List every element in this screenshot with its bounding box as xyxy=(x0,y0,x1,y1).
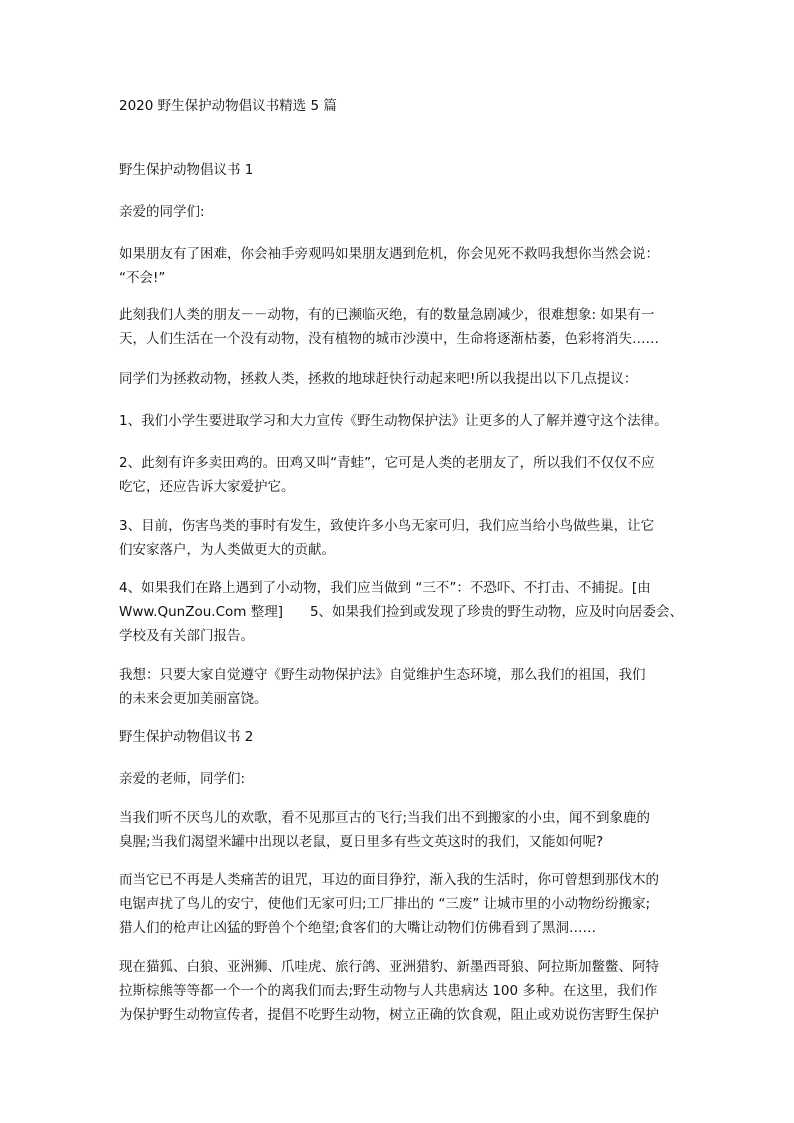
section1-paragraph-line: “不会!” xyxy=(119,270,166,286)
section1-heading: 野生保护动物倡议书 1 xyxy=(119,162,254,178)
section1-paragraph-line: Www.QunZou.Com 整理] 5、如果我们捡到或发现了珍贵的野生动物，应及时向居委会、 xyxy=(119,604,684,620)
section1-paragraph-line: 此刻我们人类的朋友－－动物，有的已濒临灭绝，有的数量急剧减少，很难想象: 如果有一 xyxy=(119,307,655,323)
section1-paragraph-line: 学校及有关部门报告。 xyxy=(119,628,254,644)
section1-paragraph-line: 同学们为拯救动物，拯救人类，拯救的地球赶快行动起来吧!所以我提出以下几点提议： xyxy=(119,371,638,387)
section1-paragraph-line: 1、我们小学生要进取学习和大力宣传《野生动物保护法》让更多的人了解并遵守这个法律。 xyxy=(119,413,668,429)
section1-paragraph-line: 如果朋友有了困难，你会袖手旁观吗如果朋友遇到危机，你会见死不救吗我想你当然会说： xyxy=(119,246,659,262)
section2-heading: 野生保护动物倡议书 2 xyxy=(119,729,254,745)
section1-paragraph-line: 4、如果我们在路上遇到了小动物，我们应当做到 “三不”：不恐吓、不打击、不捕捉。[由 xyxy=(119,580,651,596)
section1-paragraph-line: 我想：只要大家自觉遵守《野生动物保护法》自觉维护生态环境，那么我们的祖国，我们 xyxy=(119,667,646,683)
section2-paragraph-line: 猎人们的枪声让凶猛的野兽个个绝望;食客们的大嘴让动物们仿佛看到了黑洞…… xyxy=(119,920,597,936)
section1-salutation: 亲爱的同学们: xyxy=(119,204,205,220)
section1-paragraph-line: 2、此刻有许多卖田鸡的。田鸡又叫“青蛙”，它可是人类的老朋友了，所以我们不仅仅不应 xyxy=(119,455,655,471)
section2-paragraph-line: 拉斯棕熊等等都一个一个的离我们而去;野生动物与人共患病达 100 多种。在这里，我们作 xyxy=(119,983,658,999)
section2-paragraph-line: 而当它已不再是人类痛苦的诅咒，耳边的面目狰狞，渐入我的生活时，你可曾想到那伐木的 xyxy=(119,872,659,888)
section1-paragraph-line: 天，人们生活在一个没有动物，没有植物的城市沙漠中，生命将逐渐枯萎，色彩将消失…… xyxy=(119,331,659,347)
section1-paragraph-line: 的未来会更加美丽富饶。 xyxy=(119,691,268,707)
section1-paragraph-line: 们安家落户，为人类做更大的贡献。 xyxy=(119,542,335,558)
section1-paragraph-line: 3、目前，伤害鸟类的事时有发生，致使许多小鸟无家可归，我们应当给小鸟做些巢，让它 xyxy=(119,518,655,534)
section2-salutation: 亲爱的老师，同学们: xyxy=(119,771,246,787)
section1-paragraph-line: 吃它，还应告诉大家爱护它。 xyxy=(119,479,295,495)
document-title: 2020 野生保护动物倡议书精选 5 篇 xyxy=(119,98,337,114)
section2-paragraph-line: 为保护野生动物宣传者，提倡不吃野生动物，树立正确的饮食观，阻止或劝说伤害野生保护 xyxy=(119,1007,659,1023)
section2-paragraph-line: 臭腥;当我们渴望米罐中出现以老鼠，夏日里多有些文英这时的我们，又能如何呢? xyxy=(119,834,604,850)
section2-paragraph-line: 现在猫狐、白狼、亚洲狮、爪哇虎、旅行鸽、亚洲猎豹、新墨西哥狼、阿拉斯加鳖鳖、阿特 xyxy=(119,959,659,975)
section2-paragraph-line: 电锯声扰了鸟儿的安宁，使他们无家可归;工厂排出的 “三废” 让城市里的小动物纷纷搬家; xyxy=(119,896,651,912)
section2-paragraph-line: 当我们听不厌鸟儿的欢歌，看不见那亘古的飞行;当我们出不到搬家的小虫，闻不到象鹿的 xyxy=(119,810,651,826)
